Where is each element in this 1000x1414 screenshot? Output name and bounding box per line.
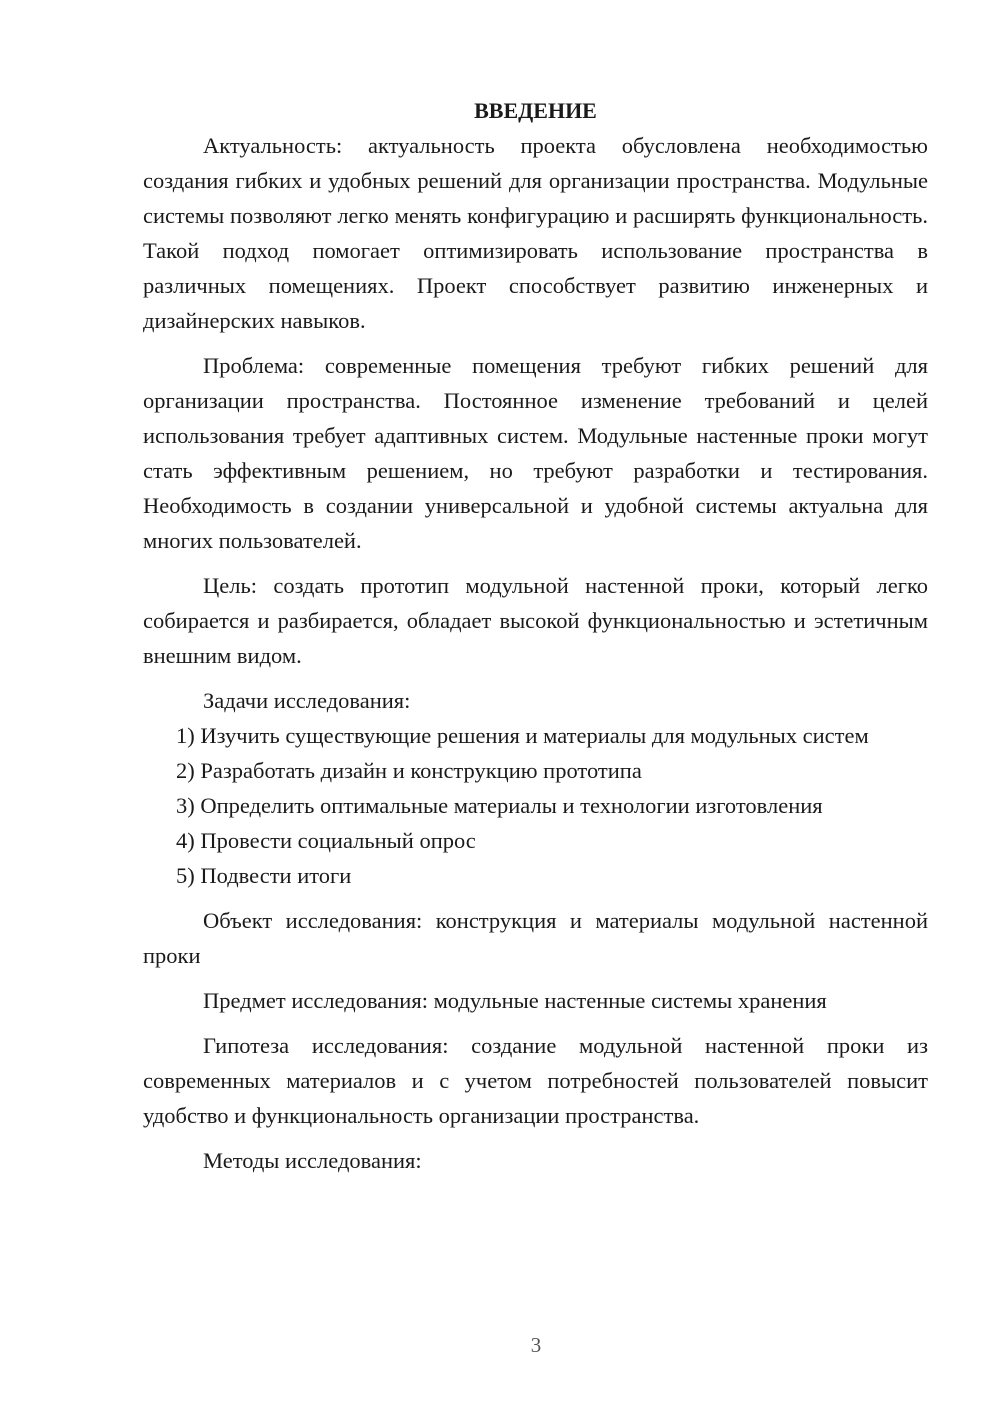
page-number: 3	[530, 1333, 542, 1357]
task-item: 3) Определить оптимальные материалы и технологии изготовления	[176, 793, 823, 818]
object-paragraph: Объект исследования: конструкция и материалы модульной настенной проки	[143, 908, 928, 968]
page-title: ВВЕДЕНИЕ	[474, 98, 597, 123]
task-item: 4) Провести социальный опрос	[176, 828, 476, 853]
hypothesis-paragraph: Гипотеза исследования: создание модульной настенной проки из современных материалов и с учетом потребностей пользователей повысит удобство и функциональность организации пространства.	[143, 1033, 928, 1128]
tasks-heading: Задачи исследования:	[203, 688, 411, 713]
page-content	[143, 94, 928, 1178]
task-item: 2) Разработать дизайн и конструкцию прототипа	[176, 758, 642, 783]
methods-heading: Методы исследования:	[203, 1148, 422, 1173]
subject-paragraph: Предмет исследования: модульные настенные системы хранения	[203, 988, 827, 1013]
relevance-paragraph: Актуальность: актуальность проекта обусловлена необходимостью создания гибких и удобных решений для организации пространства. Модульные системы позволяют легко менять конфигурацию и расширять функциональность. Такой подход помогает оптимизировать использование пространства в различных помещениях. Проект способствует развитию инженерных и дизайнерских навыков.	[143, 133, 928, 333]
task-item: 5) Подвести итоги	[176, 863, 352, 888]
problem-paragraph: Проблема: современные помещения требуют гибких решений для организации пространства. Постоянное изменение требований и целей использования требует адаптивных систем. Модульные настенные проки могут стать эффективным решением, но требуют разработки и тестирования. Необходимость в создании универсальной и удобной системы актуальна для многих пользователей.	[143, 353, 928, 553]
task-item: 1) Изучить существующие решения и материалы для модульных систем	[176, 723, 869, 748]
goal-paragraph: Цель: создать прототип модульной настенной проки, который легко собирается и разбирается, обладает высокой функциональностью и эстетичным внешним видом.	[143, 573, 928, 668]
